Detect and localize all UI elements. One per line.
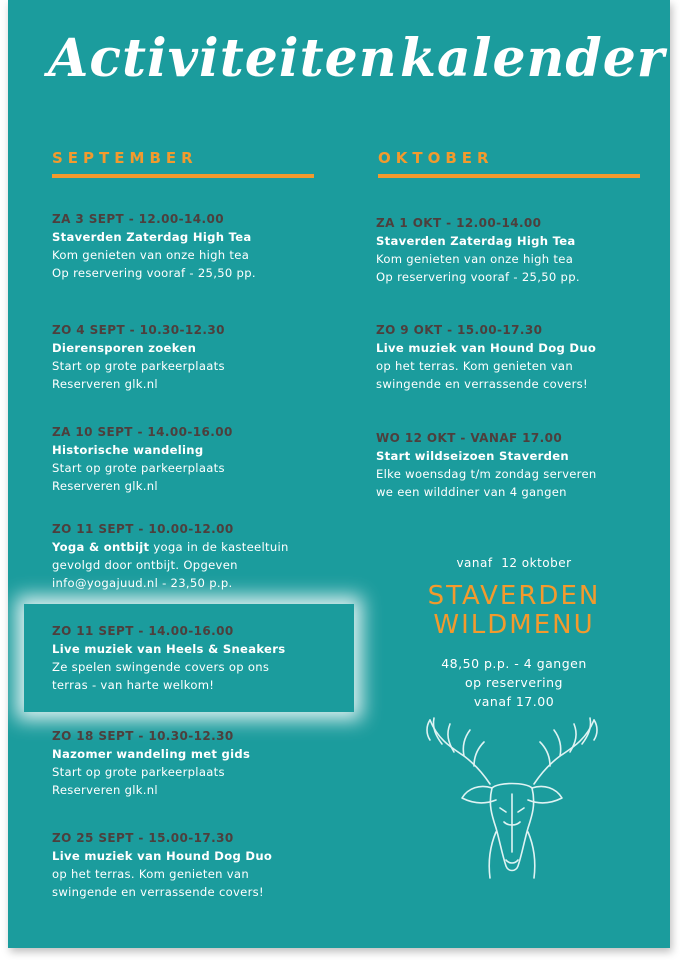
oktober-divider	[378, 174, 640, 178]
event-name: Staverden Zaterdag High Tea	[52, 230, 252, 244]
event-name: Live muziek van Heels & Sneakers	[52, 642, 286, 656]
event-date: ZO 18 SEPT - 10.30-12.30	[52, 729, 234, 743]
poster-title-part1: Activiteiten	[48, 28, 398, 89]
poster-title-part2: kalender	[400, 28, 666, 89]
event-item	[52, 210, 352, 282]
event-name: Staverden Zaterdag High Tea	[376, 234, 576, 248]
event-item-highlighted	[52, 622, 352, 694]
event-date: ZA 10 SEPT - 14.00-16.00	[52, 425, 233, 439]
september-divider	[52, 174, 314, 178]
event-name: Live muziek van Hound Dog Duo	[52, 849, 273, 863]
event-item	[376, 214, 670, 286]
event-date: WO 12 OKT - VANAF 17.00	[376, 431, 563, 445]
event-item	[52, 423, 352, 495]
event-description: Elke woensdag t/m zondag serveren we een wilddiner van 4 gangen	[376, 467, 597, 499]
event-description: Ze spelen swingende covers op ons terras - van harte welkom!	[52, 660, 270, 692]
event-name: Yoga & ontbijt	[52, 540, 150, 554]
event-name: Dierensporen zoeken	[52, 341, 197, 355]
event-description: gevolgd door ontbijt. Opgeven info@yogajuud.nl - 23,50 p.p.	[52, 558, 238, 590]
event-item	[52, 829, 352, 901]
event-description: Start op grote parkeerplaats Reserveren glk.nl	[52, 765, 225, 797]
event-description: Start op grote parkeerplaats Reserveren glk.nl	[52, 359, 225, 391]
event-date: ZO 11 SEPT - 14.00-16.00	[52, 624, 234, 638]
event-item	[376, 321, 670, 393]
event-item	[52, 727, 352, 799]
event-date: ZO 25 SEPT - 15.00-17.30	[52, 831, 234, 845]
event-name: Nazomer wandeling met gids	[52, 747, 251, 761]
event-name-suffix: yoga in de kasteeltuin	[149, 540, 289, 554]
event-item	[52, 321, 352, 393]
event-date: ZO 11 SEPT - 10.00-12.00	[52, 522, 234, 536]
oktober-heading: OKTOBER	[378, 149, 494, 167]
promo-start-date: vanaf 12 oktober	[456, 556, 572, 570]
event-description: op het terras. Kom genieten van swingende en verrassende covers!	[376, 359, 588, 391]
event-description: Start op grote parkeerplaats Reserveren glk.nl	[52, 461, 225, 493]
event-name-line	[52, 538, 352, 556]
september-heading: SEPTEMBER	[52, 149, 198, 167]
promo-details: 48,50 p.p. - 4 gangen op reservering vanaf 17.00	[441, 656, 587, 709]
event-name: Live muziek van Hound Dog Duo	[376, 341, 597, 355]
event-name: Historische wandeling	[52, 443, 204, 457]
event-description: op het terras. Kom genieten van swingende en verrassende covers!	[52, 867, 264, 899]
event-name: Start wildseizoen Staverden	[376, 449, 569, 463]
event-item	[52, 520, 352, 592]
event-date: ZA 3 SEPT - 12.00-14.00	[52, 212, 224, 226]
event-date: ZA 1 OKT - 12.00-14.00	[376, 216, 542, 230]
event-item	[376, 429, 670, 501]
event-date: ZO 9 OKT - 15.00-17.30	[376, 323, 543, 337]
activity-calendar-poster	[8, 0, 670, 948]
deer-head-icon	[412, 712, 612, 882]
event-date: ZO 4 SEPT - 10.30-12.30	[52, 323, 225, 337]
promo-title: STAVERDEN WILDMENU	[427, 581, 601, 640]
event-description: Kom genieten van onze high tea Op reservering vooraf - 25,50 pp.	[52, 248, 256, 280]
event-description: Kom genieten van onze high tea Op reservering vooraf - 25,50 pp.	[376, 252, 580, 284]
